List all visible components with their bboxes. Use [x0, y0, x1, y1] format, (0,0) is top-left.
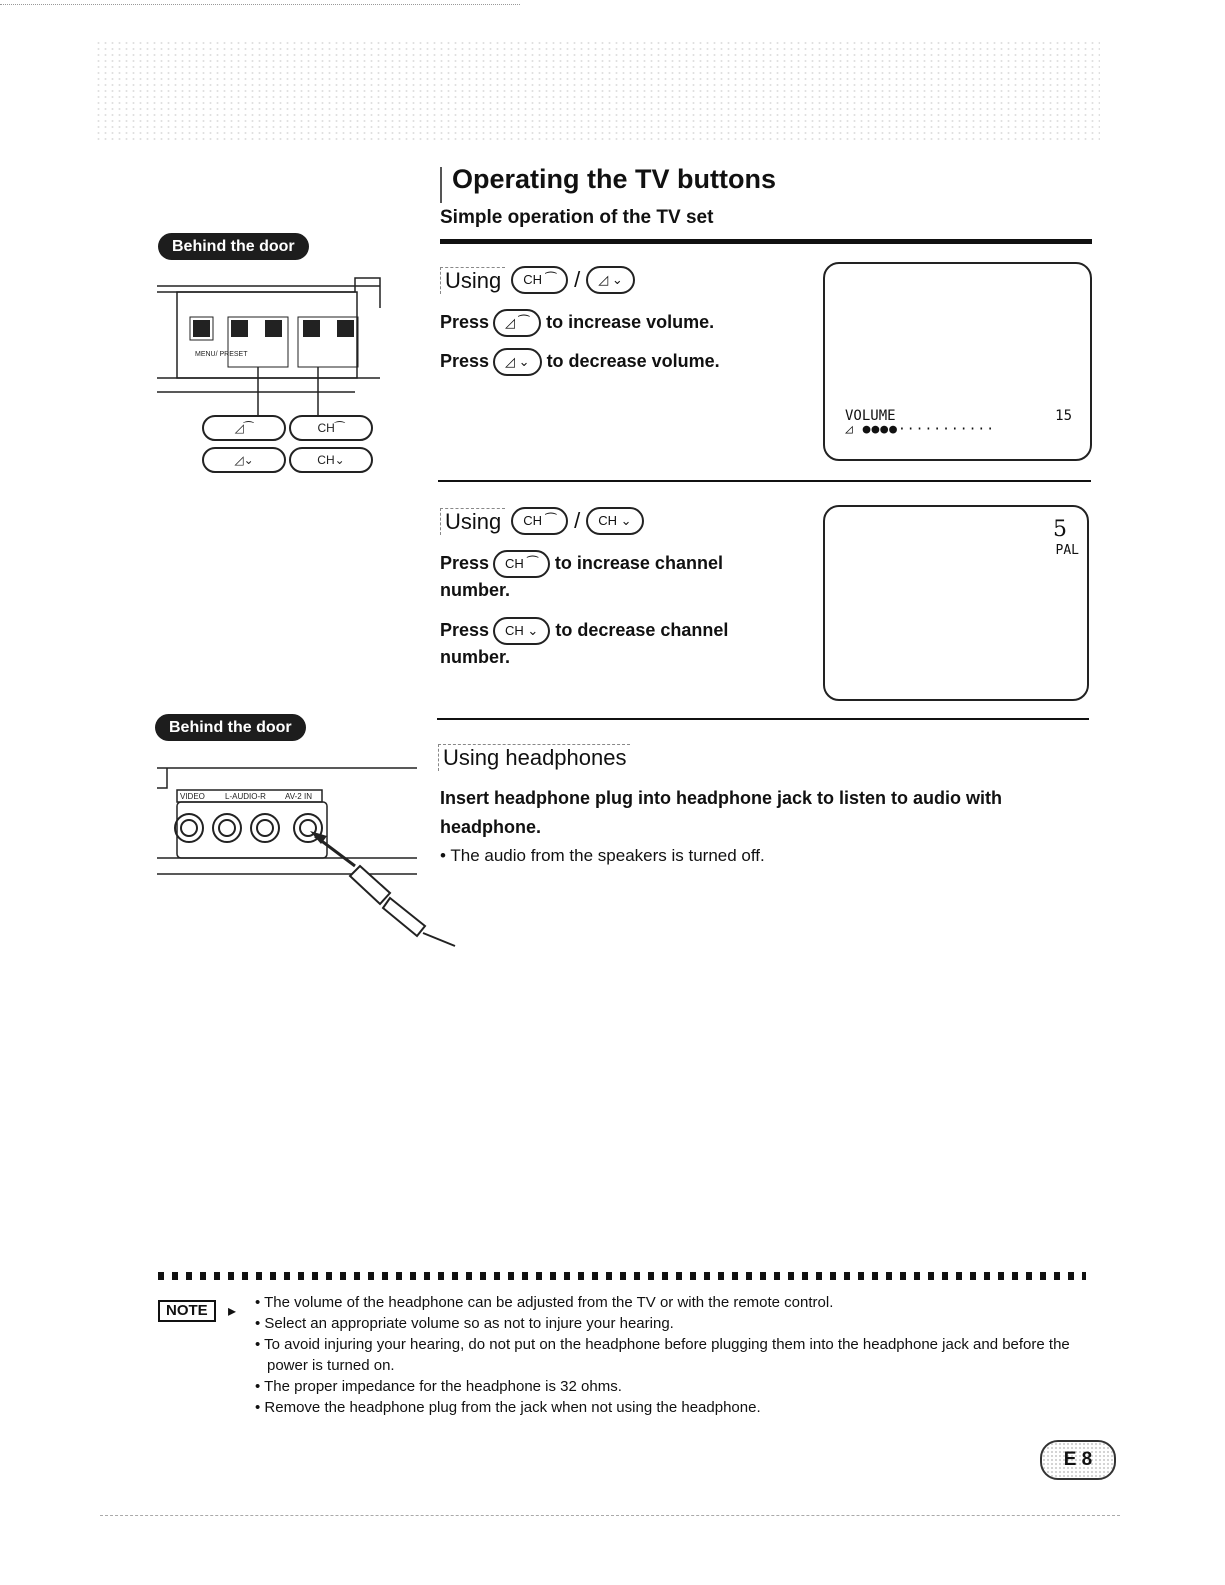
note-arrow-icon: ▸ — [228, 1303, 237, 1320]
note-item: • To avoid injuring your hearing, do not put on the headphone before plugging them into the headphone jack and before the power is turned on. — [255, 1336, 1070, 1374]
behind-door-badge: Behind the door — [155, 714, 306, 741]
osd-volume-bar: ◿ ●●●●··········· — [845, 422, 996, 437]
ch-down-key-label: CH⌄ — [317, 453, 345, 467]
menu-preset-label: MENU/ PRESET — [195, 351, 248, 358]
note-tag: NOTE — [158, 1300, 216, 1322]
instruction-text: to increase volume. — [546, 311, 715, 332]
ch-up-button[interactable]: CH ⁀ — [511, 266, 568, 294]
note-item: • Select an appropriate volume so as not to injure your hearing. — [255, 1315, 674, 1332]
channel-up-instruction — [440, 550, 723, 578]
volume-up-instruction — [440, 309, 714, 337]
note-item: • Remove the headphone plug from the jack when not using the headphone. — [255, 1399, 761, 1416]
headphone-instruction-line2: headphone. — [440, 817, 542, 837]
osd-volume-label: VOLUME — [845, 408, 896, 424]
channel-up-instruction-cont: number. — [440, 580, 511, 600]
channel-osd-screen — [823, 505, 1089, 701]
channel-down-instruction-cont: number. — [440, 647, 511, 667]
vol-up-key-label: ◿⁀ — [234, 421, 254, 435]
title-rule — [440, 239, 1092, 244]
behind-door-badge: Behind the door — [158, 233, 309, 260]
audio-label: L-AUDIO-R — [225, 792, 266, 801]
volume-up-button[interactable]: ◿ ⁀ — [493, 309, 541, 337]
headphone-jack-illustration — [155, 748, 465, 948]
osd-channel-system: PAL — [1055, 543, 1079, 558]
note-list — [255, 1292, 1085, 1418]
note-item: • The volume of the headphone can be adjusted from the TV or with the remote control. — [255, 1294, 834, 1311]
ch-up-button[interactable]: CH ⁀ — [511, 507, 568, 535]
instruction-text: to decrease volume. — [546, 350, 720, 371]
instruction-text: to increase channel — [554, 552, 723, 573]
ch-down-button[interactable]: CH ⌄ — [493, 617, 550, 645]
page-title: Operating the TV buttons — [452, 164, 776, 194]
slash: / — [574, 508, 581, 533]
vol-down-key-label: ◿⌄ — [234, 453, 254, 467]
note-separator — [158, 1272, 1086, 1280]
ch-down-button[interactable]: CH ⌄ — [586, 507, 643, 535]
using-label: Using — [440, 508, 505, 535]
headphone-bullet: • The audio from the speakers is turned off. — [440, 846, 765, 865]
headphone-instruction-line1: Insert headphone plug into headphone jack to listen to audio with — [440, 788, 1003, 808]
note-item: • The proper impedance for the headphone is 32 ohms. — [255, 1378, 622, 1395]
header-texture-band — [95, 40, 1100, 140]
using-label: Using — [440, 267, 505, 294]
press-label: Press — [440, 552, 490, 573]
ch-up-key-label: CH⁀ — [317, 421, 345, 435]
bottom-edge-line — [100, 1515, 1120, 1516]
title-bar-mark — [440, 167, 442, 203]
volume-down-instruction — [440, 348, 720, 376]
instruction-text: to decrease channel — [555, 619, 729, 640]
page-subtitle: Simple operation of the TV set — [440, 207, 714, 228]
page-number: E 8 — [1040, 1440, 1116, 1480]
press-label: Press — [440, 619, 490, 640]
volume-down-button[interactable]: ◿ ⌄ — [493, 348, 542, 376]
tv-control-panel-illustration — [155, 268, 385, 483]
press-label: Press — [440, 350, 490, 371]
using-headphones-heading — [438, 744, 630, 771]
volume-down-button[interactable]: ◿ ⌄ — [586, 266, 635, 294]
section-divider — [437, 718, 1089, 720]
ch-up-button[interactable]: CH ⁀ — [493, 550, 550, 578]
video-label: VIDEO — [180, 792, 205, 801]
section-divider — [438, 480, 1091, 482]
using-headphones-label: Using headphones — [438, 744, 630, 771]
av2-label: AV-2 IN — [285, 792, 312, 801]
top-edge-line — [0, 4, 520, 5]
volume-osd-screen — [823, 262, 1092, 461]
press-label: Press — [440, 311, 490, 332]
channel-down-instruction — [440, 617, 728, 645]
slash: / — [574, 267, 581, 292]
osd-channel-number: 5 — [1053, 517, 1067, 542]
using-volume-heading — [440, 266, 635, 294]
using-channel-heading — [440, 507, 644, 535]
osd-volume-value: 15 — [1055, 408, 1072, 424]
